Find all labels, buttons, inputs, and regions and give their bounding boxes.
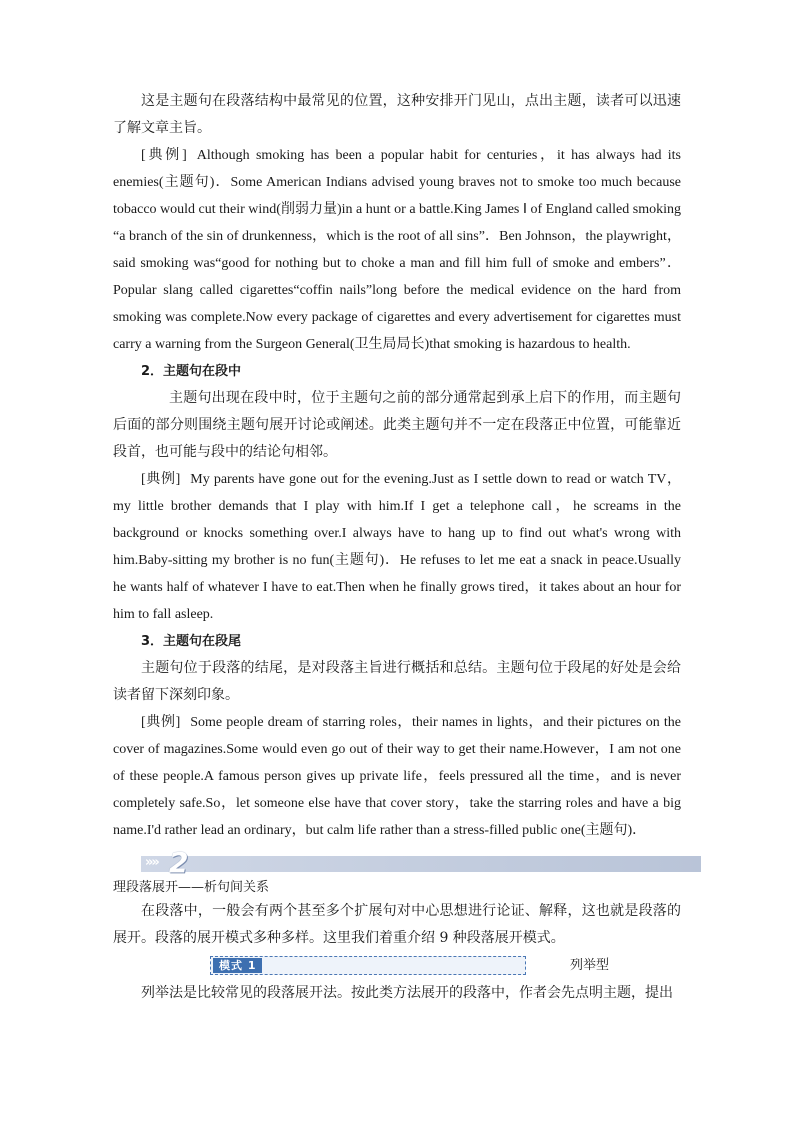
double-chevron-icon: »» xyxy=(145,855,158,870)
example-tag: [典例] xyxy=(141,715,181,730)
section-number: 2 xyxy=(169,846,189,879)
heading-topic-end: 3．主题句在段尾 xyxy=(141,634,242,649)
mode-name: 列举型 xyxy=(570,958,610,973)
document-page xyxy=(113,88,681,1007)
example-tag: [典例] xyxy=(141,472,181,487)
example-3 xyxy=(113,709,681,844)
example-1-text: Although smoking has been a popular habit for centuries，it has always had its enemies(主题句)．Some American Indians advised young braves not to smoke too much because tobacco would cut their wind(削弱力量)in a hunt or a battle.King James Ⅰ of England called smoking “a branch of the sin of drunkenness，which is the root of all sins”．Ben Johnson，the playwright，said smoking was“good for nothing but to choke a man and fill him full of smoke and embers”．Popular slang called cigarettes“coffin nails”long before the medical evidence on the hard from smoking was complete.Now every package of cigarettes and every advertisement for cigarettes must carry a warning from the Surgeon General(卫生局局长)that smoking is hazardous to health. xyxy=(113,148,682,352)
example-1 xyxy=(113,142,681,358)
mode-box xyxy=(210,956,526,975)
paragraph-expansion-intro: 在段落中，一般会有两个甚至多个扩展句对中心思想进行论证、解释，这也就是段落的展开。段落的展开模式多种多样。这里我们着重介绍 9 种段落展开模式。 xyxy=(113,903,681,946)
paragraph-topic-end: 主题句位于段落的结尾，是对段落主旨进行概括和总结。主题句位于段尾的好处是会给读者留下深刻印象。 xyxy=(113,660,681,703)
paragraph-enumeration: 列举法是比较常见的段落展开法。按此类方法展开的段落中，作者会先点明主题，提出 xyxy=(141,985,673,1001)
heading-topic-middle: 2．主题句在段中 xyxy=(141,364,242,379)
intro-paragraph: 这是主题句在段落结构中最常见的位置，这种安排开门见山，点出主题，读者可以迅速了解文章主旨。 xyxy=(113,93,681,136)
example-tag: [典例] xyxy=(141,148,187,163)
mode-header xyxy=(113,952,681,980)
banner-bar xyxy=(141,856,701,872)
section-banner xyxy=(113,846,681,879)
mode-label: 模式 1 xyxy=(213,958,262,973)
example-2 xyxy=(113,466,681,628)
example-3-text: Some people dream of starring roles，their names in lights，and their pictures on the cover of magazines.Some would even go out of their way to get their name.However，I am not one of these people.A famous person gives up private life，feels pressured all the time，and is never completely safe.So，let someone else have that cover story，take the starring roles and have a big name.I'd rather lead an ordinary，but calm life rather than a stress-filled public one(主题句)． xyxy=(113,715,682,838)
example-2-text: My parents have gone out for the evening.Just as I settle down to read or watch TV，my little brother demands that I play with him.If I get a telephone call，he screams in the background or knocks something over.I always have to hang up to find out what's wrong with him.Baby-sitting my brother is no fun(主题句)．He refuses to let me eat a snack in peace.Usually he wants half of whatever I have to eat.Then when he finally grows tired，it takes about an hour for him to fall asleep. xyxy=(113,472,681,622)
section-title: 理段落展开——析句间关系 xyxy=(113,880,270,895)
paragraph-topic-middle: 主题句出现在段中时，位于主题句之前的部分通常起到承上启下的作用，而主题句后面的部分则围绕主题句展开讨论或阐述。此类主题句并不一定在段落正中位置，可能靠近段首，也可能与段中的结论句相邻。 xyxy=(113,390,681,460)
